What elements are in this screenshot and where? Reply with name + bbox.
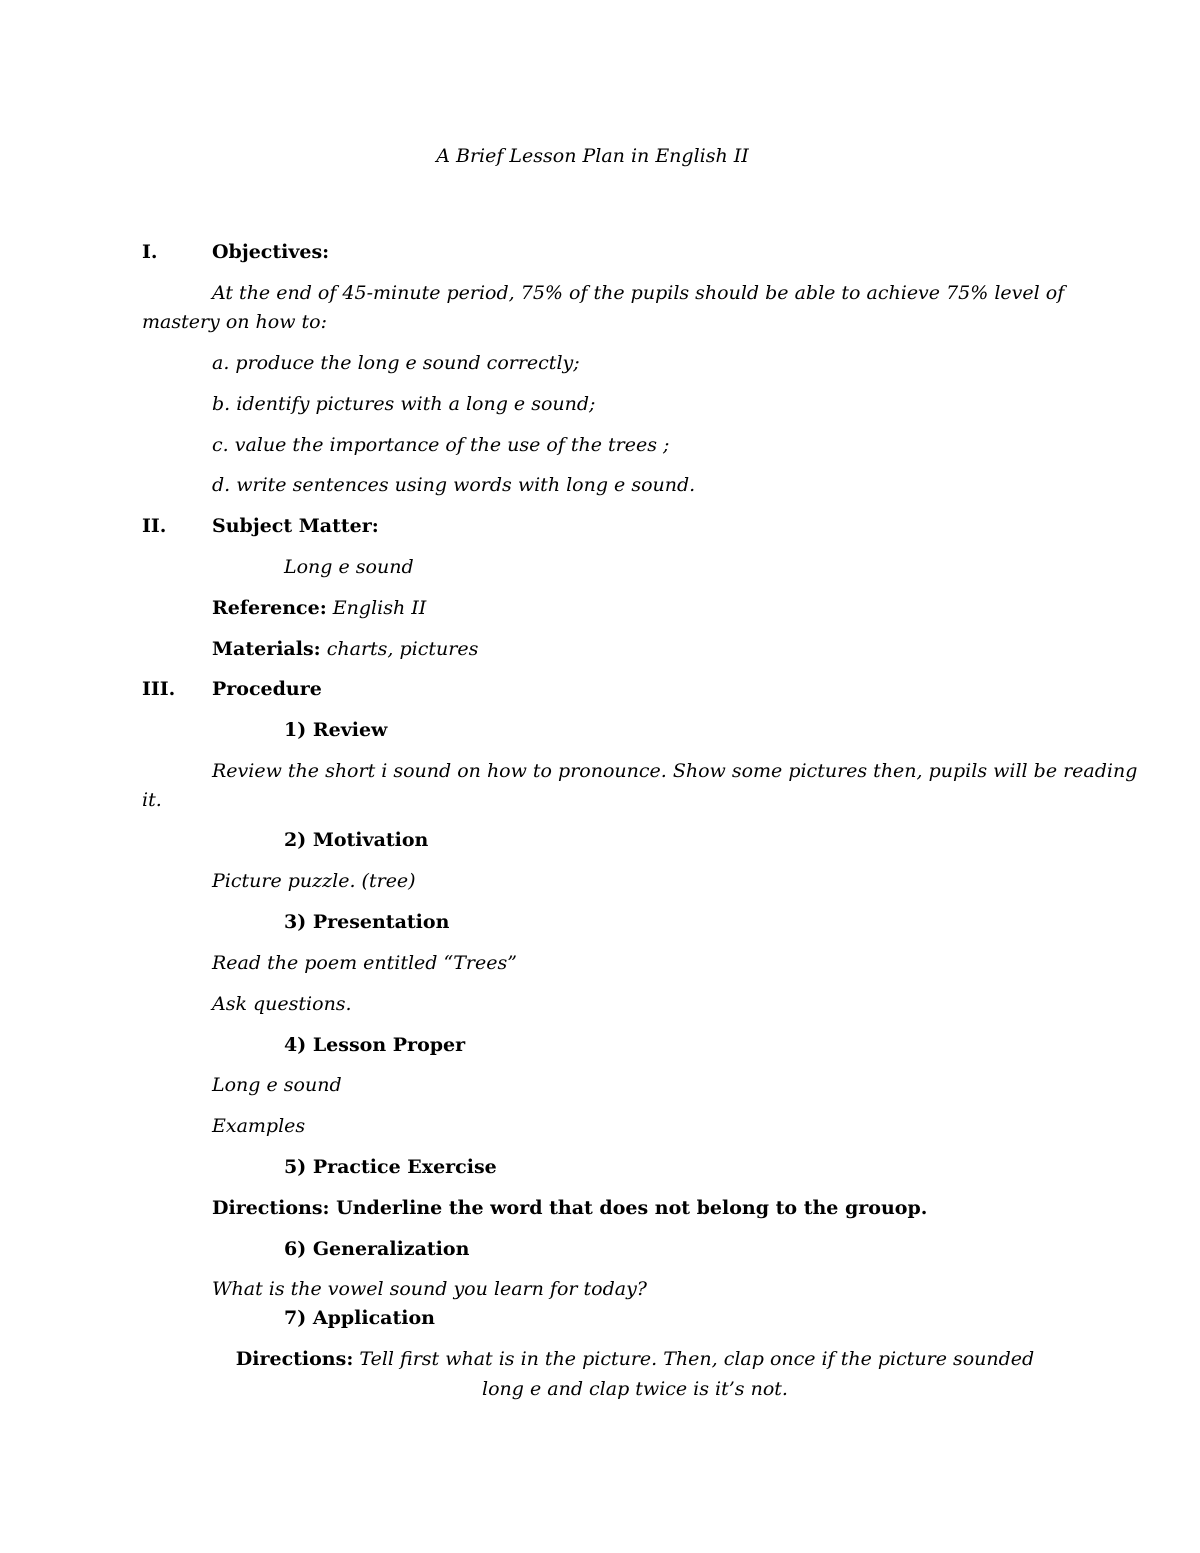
materials-line (212, 637, 478, 661)
section-numeral-objectives: I. (142, 241, 158, 263)
practice-directions: Directions: Underline the word that does not belong to the grouop. (212, 1197, 928, 1219)
materials-label: Materials: (212, 638, 321, 660)
reference-value: English II (332, 597, 427, 619)
presentation-line2: Ask questions. (212, 993, 352, 1015)
reference-line (212, 596, 426, 620)
motivation-heading: 2) Motivation (284, 829, 429, 851)
document-title: A Brief Lesson Plan in English II (436, 145, 749, 167)
generalization-heading: 6) Generalization (284, 1238, 470, 1260)
review-line1: Review the short i sound on how to pronounce. Show some pictures then, pupils will be reading (212, 760, 1138, 782)
procedure-heading: Procedure (212, 678, 322, 700)
review-heading: 1) Review (284, 719, 388, 741)
reference-label: Reference: (212, 597, 327, 619)
generalization-text: What is the vowel sound you learn for today? (212, 1278, 647, 1300)
review-line2: it. (142, 789, 162, 811)
objective-item-d: d. write sentences using words with long e sound. (212, 474, 696, 496)
subject-matter-topic: Long e sound (284, 556, 414, 578)
objectives-intro-line2: mastery on how to: (142, 311, 327, 333)
motivation-text: Picture puzzle. (tree) (212, 870, 416, 892)
lesson-proper-line2: Examples (212, 1115, 306, 1137)
objective-item-c: c. value the importance of the use of the trees ; (212, 434, 670, 456)
application-heading: 7) Application (284, 1307, 435, 1329)
objectives-heading: Objectives: (212, 241, 330, 263)
objective-item-a: a. produce the long e sound correctly; (212, 352, 580, 374)
subject-matter-heading: Subject Matter: (212, 515, 379, 537)
presentation-line1: Read the poem entitled “Trees” (212, 952, 517, 974)
section-numeral-subject-matter: II. (142, 515, 167, 537)
presentation-heading: 3) Presentation (284, 911, 450, 933)
lesson-proper-heading: 4) Lesson Proper (284, 1034, 466, 1056)
objectives-intro-line1: At the end of 45-minute period, 75% of the pupils should be able to achieve 75% level of (212, 282, 1065, 304)
application-directions-text: Tell first what is in the picture. Then, clap once if the picture sounded long e and clap twice is it’s not. (359, 1348, 1035, 1400)
application-directions (212, 1344, 1058, 1404)
section-numeral-procedure: III. (142, 678, 176, 700)
objective-item-b: b. identify pictures with a long e sound; (212, 393, 596, 415)
practice-exercise-heading: 5) Practice Exercise (284, 1156, 497, 1178)
materials-value: charts, pictures (326, 638, 479, 660)
lesson-proper-line1: Long e sound (212, 1074, 342, 1096)
application-directions-label: Directions: (235, 1348, 354, 1370)
